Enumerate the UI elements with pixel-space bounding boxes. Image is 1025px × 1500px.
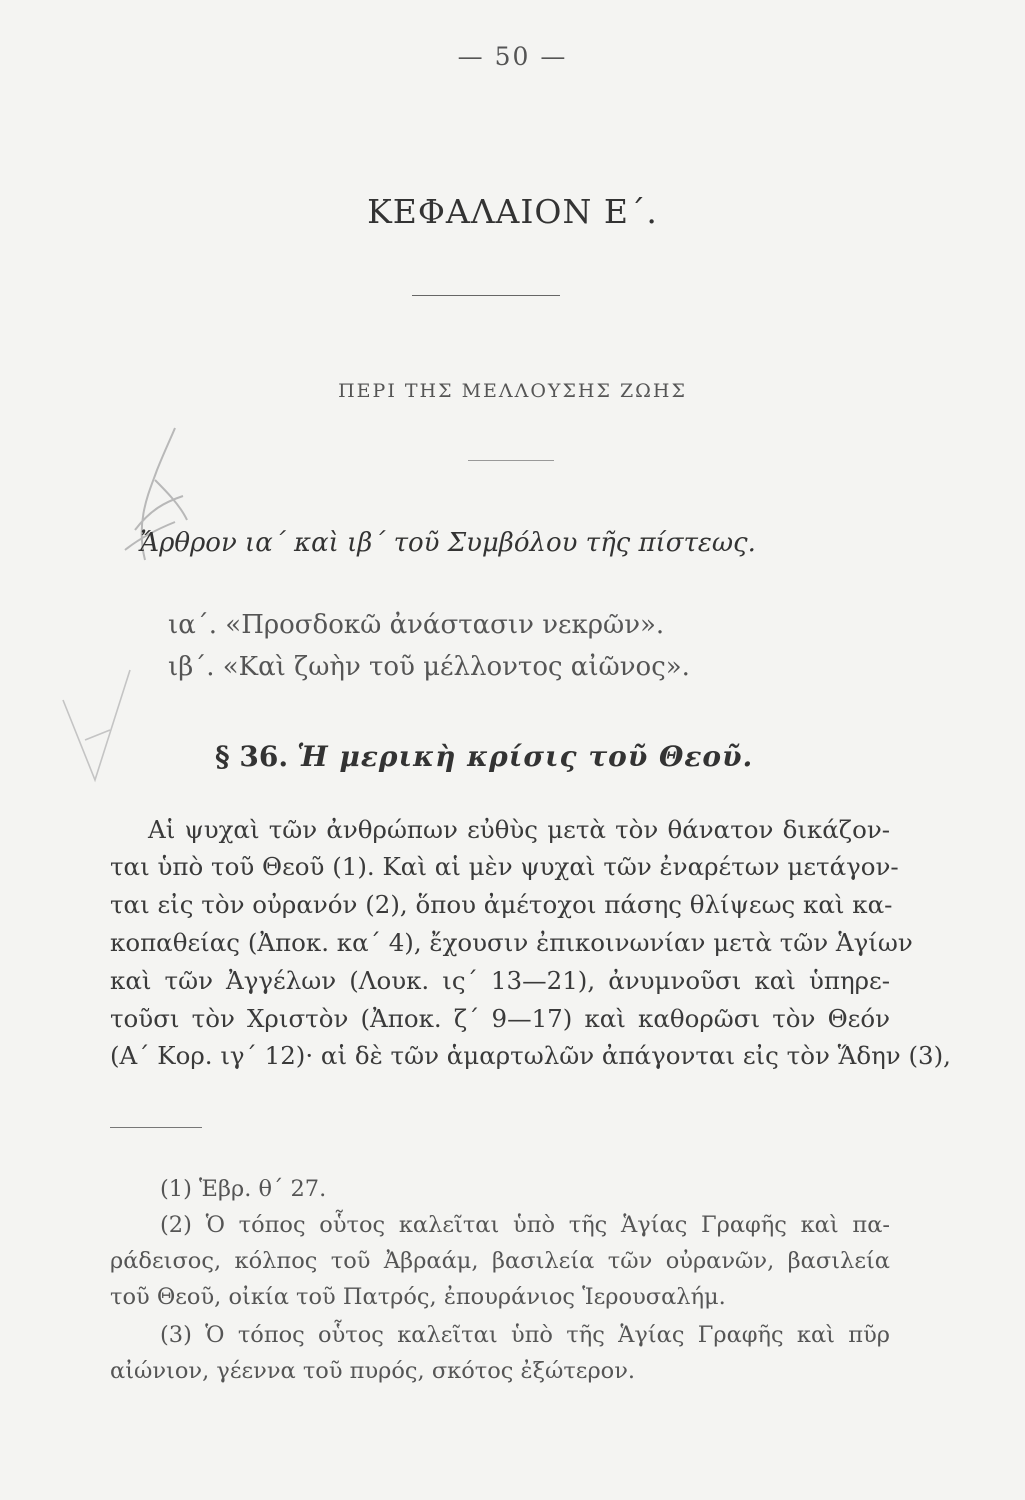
article-line: Ἄρθρον ια΄ καὶ ιβ΄ τοῦ Συμβόλου τῆς πίστεως.: [140, 528, 756, 558]
body-line: κοπαθείας (Ἀποκ. κα΄ 4), ἔχουσιν ἐπικοινωνίαν μετὰ τῶν Ἁγίων: [110, 928, 913, 957]
footnote-line: (1) Ἑβρ. θ΄ 27.: [160, 1176, 327, 1202]
chapter-title: ΚΕΦΑΛΑΙΟΝ Ε΄.: [367, 192, 658, 231]
check-mark-annotation: [55, 660, 145, 790]
paragraph-heading: [215, 740, 753, 773]
footnote-line: τοῦ Θεοῦ, οἰκία τοῦ Πατρός, ἐπουράνιος Ἱερουσαλήμ.: [110, 1284, 726, 1310]
body-line: τοῦσι τὸν Χριστὸν (Ἀποκ. ζ΄ 9—17) καὶ καθορῶσι τὸν Θεόν: [110, 1004, 890, 1033]
body-line: ται ὑπὸ τοῦ Θεοῦ (1). Καὶ αἱ μὲν ψυχαὶ τῶν ἐναρέτων μετάγον-: [110, 852, 899, 881]
body-line: Αἱ ψυχαὶ τῶν ἀνθρώπων εὐθὺς μετὰ τὸν θάνατον δικάζον-: [148, 815, 890, 844]
creed-line-12: ιβ΄. «Καὶ ζωὴν τοῦ μέλλοντος αἰῶνος».: [168, 652, 690, 682]
footnote-line: αἰώνιον, γέεννα τοῦ πυρός, σκότος ἐξώτερον.: [110, 1358, 636, 1384]
chapter-divider: [412, 295, 560, 296]
body-line: (Α΄ Κορ. ιγ΄ 12)· αἱ δὲ τῶν ἁμαρτωλῶν ἀπάγονται εἰς τὸν Ἅδην (3),: [110, 1041, 951, 1070]
paragraph-title: Ἡ μερικὴ κρίσις τοῦ Θεοῦ.: [297, 740, 754, 773]
footnote-line: (2) Ὁ τόπος οὗτος καλεῖται ὑπὸ τῆς Ἁγίας Γραφῆς καὶ πα-: [160, 1212, 890, 1238]
body-line: ται εἰς τὸν οὐρανόν (2), ὅπου ἀμέτοχοι πάσης θλίψεως καὶ κα-: [110, 890, 893, 919]
footnote-separator: [110, 1127, 202, 1128]
paragraph-number: § 36.: [215, 740, 289, 773]
section-divider: [468, 460, 554, 461]
creed-line-11: ια΄. «Προσδοκῶ ἀνάστασιν νεκρῶν».: [168, 610, 665, 640]
footnote-line: (3) Ὁ τόπος οὗτος καλεῖται ὑπὸ τῆς Ἁγίας Γραφῆς καὶ πῦρ: [160, 1322, 890, 1348]
page-number: — 50 —: [457, 42, 568, 71]
body-line: καὶ τῶν Ἀγγέλων (Λουκ. ις΄ 13—21), ἀνυμνοῦσι καὶ ὑπηρε-: [110, 966, 890, 995]
section-heading: ΠΕΡΙ ΤΗΣ ΜΕΛΛΟΥΣΗΣ ΖΩΗΣ: [338, 380, 687, 402]
footnote-line: ράδεισος, κόλπος τοῦ Ἀβραάμ, βασιλεία τῶν οὐρανῶν, βασιλεία: [110, 1248, 890, 1274]
